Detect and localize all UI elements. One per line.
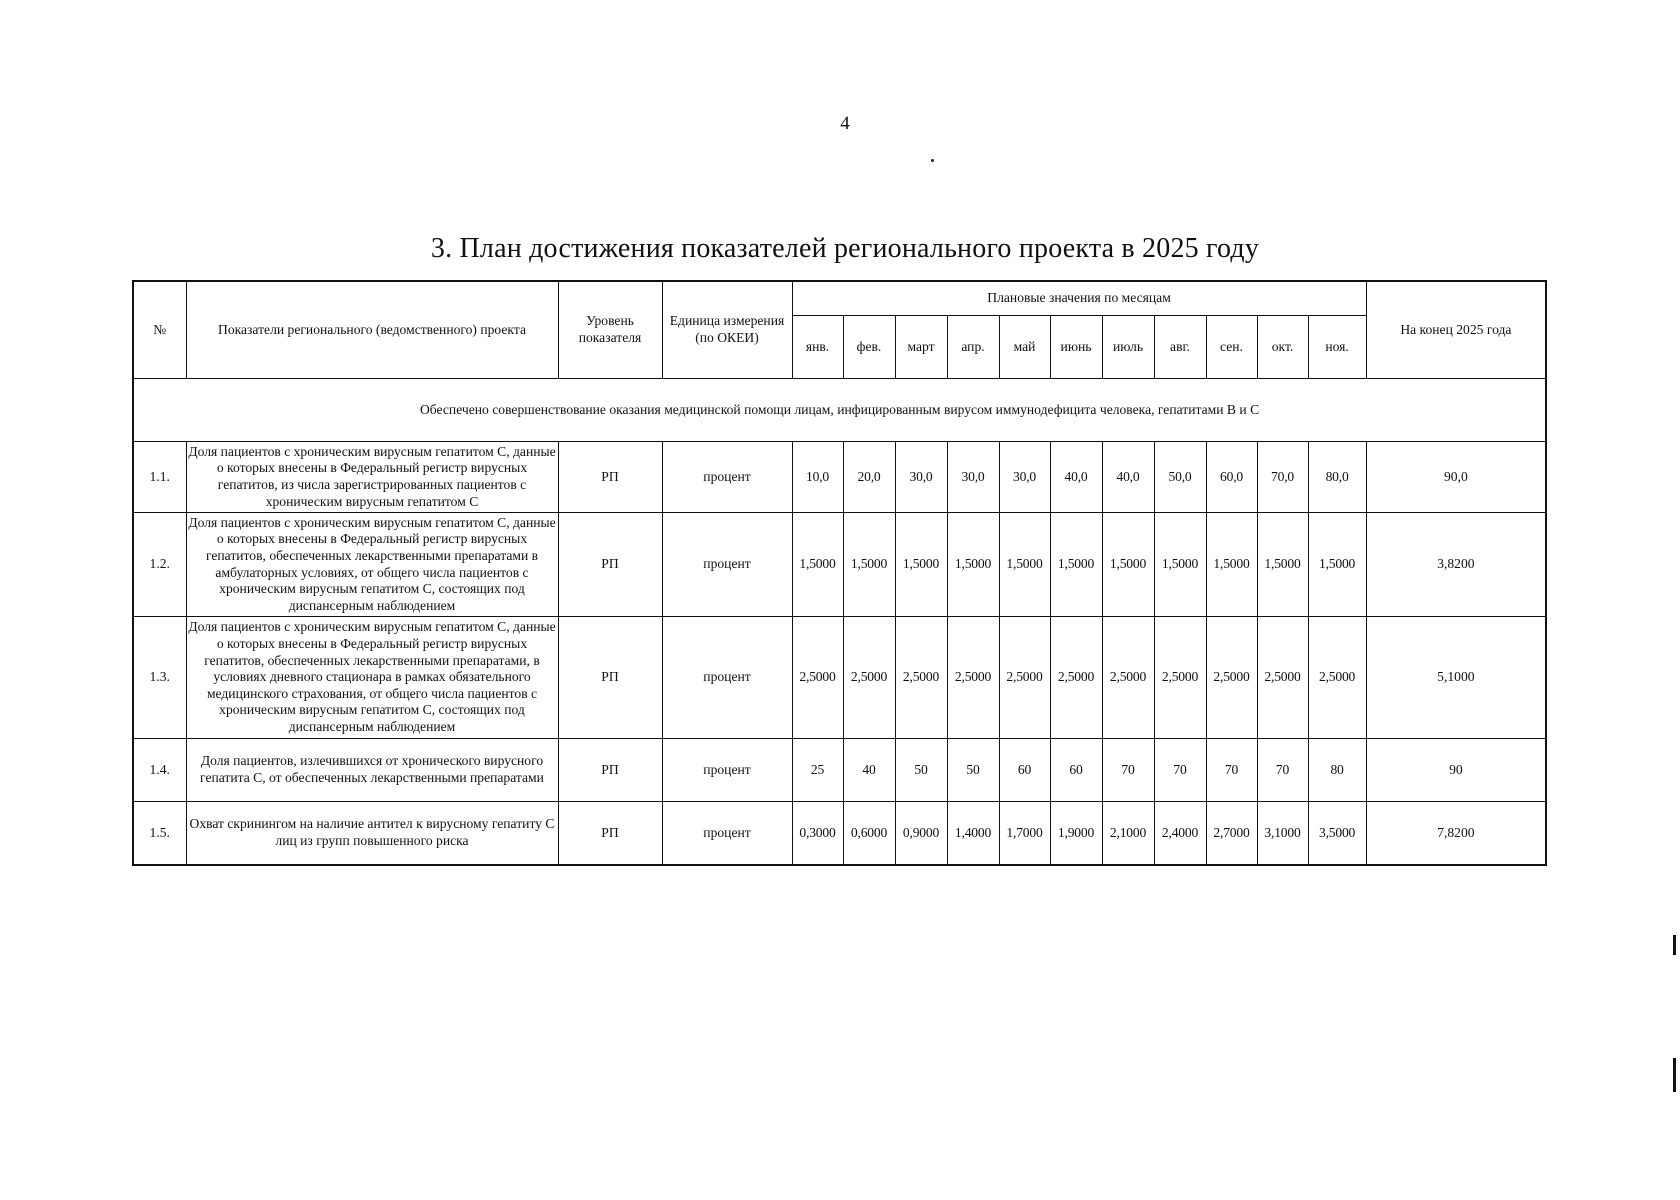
header-month: апр.: [947, 316, 999, 379]
month-value: 0,6000: [843, 802, 895, 866]
month-value: 60,0: [1206, 442, 1257, 513]
month-value: 30,0: [895, 442, 947, 513]
month-value: 2,5000: [792, 617, 843, 739]
month-value: 2,5000: [1102, 617, 1154, 739]
month-value: 40: [843, 739, 895, 802]
month-value: 2,5000: [1257, 617, 1308, 739]
month-value: 1,5000: [1206, 513, 1257, 617]
scan-edge-mark: [1673, 935, 1676, 955]
indicator-level: РП: [558, 617, 662, 739]
table-row: [133, 802, 1546, 866]
month-value: 70,0: [1257, 442, 1308, 513]
indicator-unit: процент: [662, 513, 792, 617]
month-value: 80: [1308, 739, 1366, 802]
row-number: 1.1.: [133, 442, 186, 513]
indicators-plan-table: [132, 280, 1547, 866]
indicator-unit: процент: [662, 739, 792, 802]
month-value: 2,4000: [1154, 802, 1206, 866]
month-value: 1,9000: [1050, 802, 1102, 866]
month-value: 70: [1257, 739, 1308, 802]
month-value: 70: [1154, 739, 1206, 802]
month-value: 1,5000: [1102, 513, 1154, 617]
header-month: июль: [1102, 316, 1154, 379]
page-number: 4: [840, 113, 850, 134]
document-title: 3. План достижения показателей регионального проекта в 2025 году: [430, 233, 1260, 264]
month-value: 50,0: [1154, 442, 1206, 513]
indicator-name: Доля пациентов, излечившихся от хронического вирусного гепатита С, от обеспеченных лекарственными препаратами: [186, 739, 558, 802]
month-value: 2,5000: [895, 617, 947, 739]
header-month: фев.: [843, 316, 895, 379]
section-title: Обеспечено совершенствование оказания медицинской помощи лицам, инфицированным вирусом иммунодефицита человека, гепатитами В и С: [133, 379, 1546, 442]
month-value: 0,3000: [792, 802, 843, 866]
month-value: 1,5000: [1308, 513, 1366, 617]
month-value: 2,1000: [1102, 802, 1154, 866]
indicator-name: Доля пациентов с хроническим вирусным гепатитом С, данные о которых внесены в Федеральный регистр вирусных гепатитов, из числа зарегистрированных пациентов с хроническим вирусным гепатитом С: [186, 442, 558, 513]
indicator-unit: процент: [662, 617, 792, 739]
month-value: 30,0: [947, 442, 999, 513]
month-value: 2,5000: [1206, 617, 1257, 739]
month-value: 2,5000: [1050, 617, 1102, 739]
month-value: 3,5000: [1308, 802, 1366, 866]
header-num: №: [133, 281, 186, 379]
indicator-name: Доля пациентов с хроническим вирусным гепатитом С, данные о которых внесены в Федеральный регистр вирусных гепатитов, обеспеченных лекарственными препаратами в амбулаторных условиях, от общего числа пациентов с хроническим вирусным гепатитом С, состоящих под диспансерным наблюдением: [186, 513, 558, 617]
table-row: [133, 617, 1546, 739]
table-row: [133, 513, 1546, 617]
row-number: 1.4.: [133, 739, 186, 802]
indicator-unit: процент: [662, 442, 792, 513]
month-value: 2,5000: [843, 617, 895, 739]
month-value: 1,5000: [792, 513, 843, 617]
month-value: 80,0: [1308, 442, 1366, 513]
month-value: 70: [1102, 739, 1154, 802]
month-value: 1,5000: [999, 513, 1050, 617]
month-value: 1,5000: [1154, 513, 1206, 617]
year-end-value: 5,1000: [1366, 617, 1546, 739]
month-value: 3,1000: [1257, 802, 1308, 866]
month-value: 40,0: [1102, 442, 1154, 513]
scan-speck: [931, 159, 934, 162]
month-value: 30,0: [999, 442, 1050, 513]
header-unit: Единица измерения (по ОКЕИ): [662, 281, 792, 379]
header-month: окт.: [1257, 316, 1308, 379]
month-value: 1,5000: [843, 513, 895, 617]
month-value: 70: [1206, 739, 1257, 802]
header-monthly-group: Плановые значения по месяцам: [792, 281, 1366, 316]
header-month: март: [895, 316, 947, 379]
month-value: 2,7000: [1206, 802, 1257, 866]
header-month: янв.: [792, 316, 843, 379]
month-value: 2,5000: [947, 617, 999, 739]
header-level: Уровень показателя: [558, 281, 662, 379]
month-value: 60: [999, 739, 1050, 802]
row-number: 1.3.: [133, 617, 186, 739]
month-value: 20,0: [843, 442, 895, 513]
year-end-value: 3,8200: [1366, 513, 1546, 617]
header-month: авг.: [1154, 316, 1206, 379]
month-value: 1,7000: [999, 802, 1050, 866]
month-value: 1,5000: [895, 513, 947, 617]
row-number: 1.2.: [133, 513, 186, 617]
month-value: 40,0: [1050, 442, 1102, 513]
indicator-name: Доля пациентов с хроническим вирусным гепатитом С, данные о которых внесены в Федеральный регистр вирусных гепатитов, обеспеченных лекарственными препаратами, в условиях дневного стационара в рамках обязательного медицинского страхования, от общего числа пациентов с хроническим вирусным гепатитом С, состоящих под диспансерным наблюдением: [186, 617, 558, 739]
header-month: май: [999, 316, 1050, 379]
month-value: 1,4000: [947, 802, 999, 866]
month-value: 1,5000: [1257, 513, 1308, 617]
header-month: июнь: [1050, 316, 1102, 379]
month-value: 60: [1050, 739, 1102, 802]
scan-edge-mark: [1673, 1058, 1676, 1092]
month-value: 50: [895, 739, 947, 802]
header-month: ноя.: [1308, 316, 1366, 379]
month-value: 0,9000: [895, 802, 947, 866]
month-value: 1,5000: [947, 513, 999, 617]
indicator-level: РП: [558, 513, 662, 617]
year-end-value: 90,0: [1366, 442, 1546, 513]
table-row: [133, 739, 1546, 802]
month-value: 2,5000: [999, 617, 1050, 739]
header-month: сен.: [1206, 316, 1257, 379]
row-number: 1.5.: [133, 802, 186, 866]
month-value: 2,5000: [1154, 617, 1206, 739]
indicator-level: РП: [558, 442, 662, 513]
year-end-value: 90: [1366, 739, 1546, 802]
indicator-name: Охват скринингом на наличие антител к вирусному гепатиту С лиц из групп повышенного риска: [186, 802, 558, 866]
year-end-value: 7,8200: [1366, 802, 1546, 866]
month-value: 10,0: [792, 442, 843, 513]
table-row: [133, 442, 1546, 513]
indicator-unit: процент: [662, 802, 792, 866]
month-value: 50: [947, 739, 999, 802]
indicator-level: РП: [558, 802, 662, 866]
header-indicator: Показатели регионального (ведомственного) проекта: [186, 281, 558, 379]
header-year-end: На конец 2025 года: [1366, 281, 1546, 379]
month-value: 2,5000: [1308, 617, 1366, 739]
month-value: 1,5000: [1050, 513, 1102, 617]
indicator-level: РП: [558, 739, 662, 802]
month-value: 25: [792, 739, 843, 802]
